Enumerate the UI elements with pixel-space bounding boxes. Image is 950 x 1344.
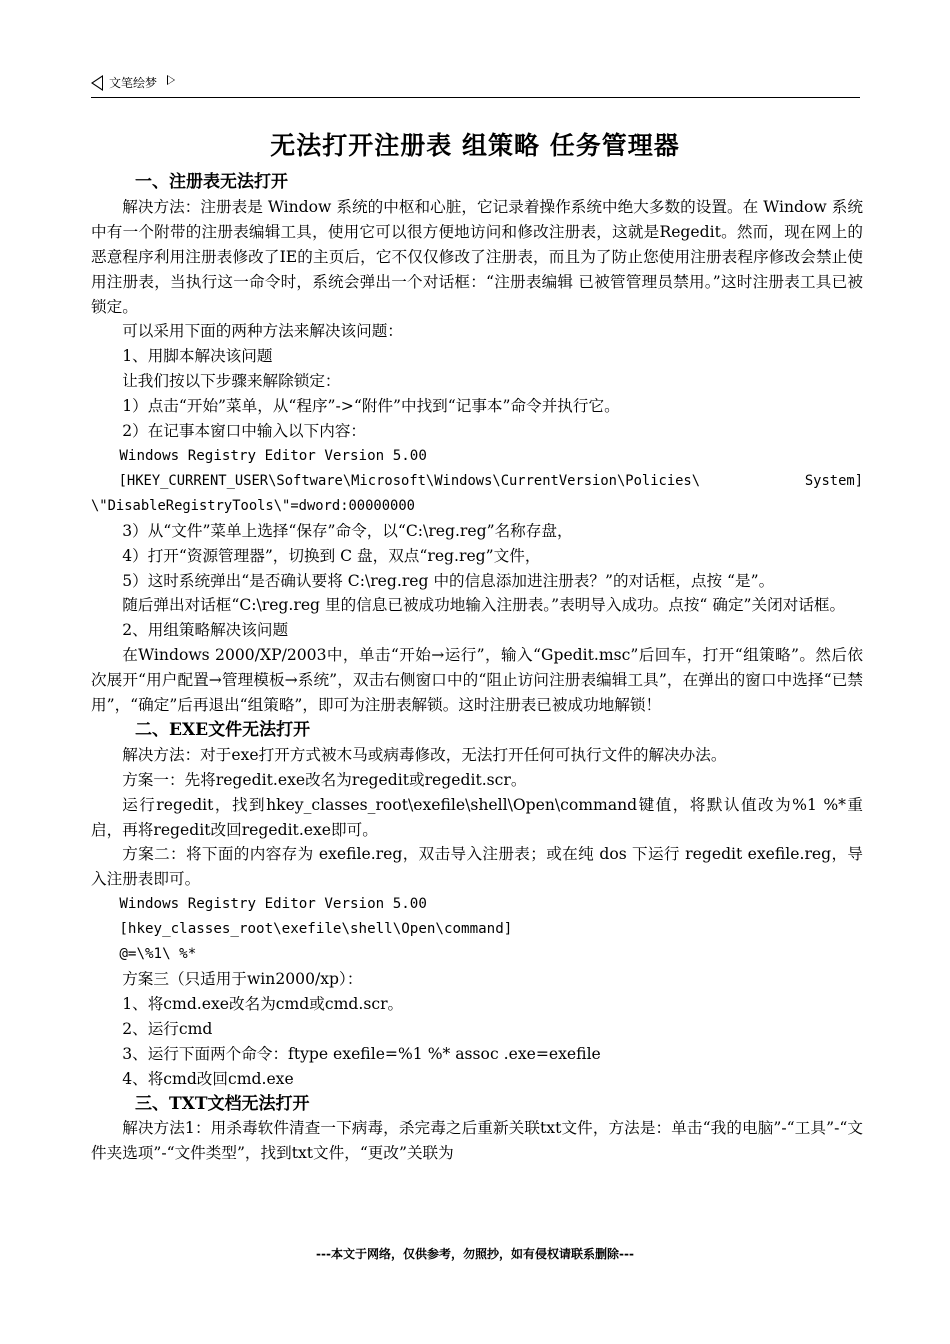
paragraph: 4、将cmd改回cmd.exe [122, 1069, 294, 1088]
paragraph: 方案三（只适用于win2000/xp）： [122, 970, 363, 988]
paragraph: 解决方法：注册表是 Window 系统的中枢和心脏，它记录着操作系统中绝大多数的设置。在 Window 系统中有一个附带的注册表编辑工具，使用它可以很方便地访问和修改注册表，这就是Regedit。然而，现在网上的恶意程序利用注册表修改了IE的主页后，它不仅仅修改了注册表，而且为了防止您使用注册表程序修改会禁止使用注册表，当执行这一命令时，系统会弹出一个对话框：“注册表编辑 已被管管理员禁用。”这时注册表工具已被锁定。 [91, 197, 863, 316]
page-footer: ---本文于网络，仅供参考，勿照抄，如有侵权请联系删除--- [316, 1247, 634, 1261]
paragraph: 1、用脚本解决该问题 [122, 347, 273, 366]
paragraph: 2、运行cmd [122, 1019, 213, 1038]
code-line: [HKEY_CURRENT_USER\Software\Microsoft\Windows\CurrentVersion\Policies\ System] \"DisableRegistryTools\"=dword:00000000 [91, 472, 872, 514]
paragraph: 在Windows 2000/XP/2003中，单击“开始→运行”，输入“Gpedit.msc”后回车，打开“组策略”。然后依次展开“用户配置→管理模板→系统”，双击右侧窗口中的“阻止访问注册表编辑工具”，在弹出的窗口中选择“已禁用”，“确定”后再退出“组策略”，即可为注册表解锁。这时注册表已被成功地解锁！ [91, 646, 863, 715]
header-text: 文笔绘梦 [109, 76, 158, 90]
paragraph: 解决方法1：用杀毒软件清查一下病毒，杀完毒之后重新关联txt文件，方法是：单击“我的电脑”-“工具”-“文件夹选项”-“文件类型”，找到txt文件，“更改”关联为 [91, 1119, 863, 1163]
paragraph: 2）在记事本窗口中输入以下内容： [122, 422, 367, 441]
triangle-right-icon [167, 75, 175, 85]
paragraph: 4）打开“资源管理器”，切换到 C 盘，双点“reg.reg”文件， [122, 546, 541, 565]
paragraph: 解决方法：对于exe打开方式被木马或病毒修改，无法打开任何可执行文件的解决办法。 [122, 745, 727, 764]
document-body [91, 170, 872, 1166]
page-header [91, 72, 860, 98]
paragraph: 可以采用下面的两种方法来解决该问题： [122, 322, 403, 341]
code-line: Windows Registry Editor Version 5.00 [119, 896, 427, 913]
paragraph: 3）从“文件”菜单上选择“保存”命令，以“C:\reg.reg”名称存盘， [122, 521, 573, 540]
paragraph: 方案一：先将regedit.exe改名为regedit或regedit.scr。 [122, 770, 527, 789]
code-line: [hkey_classes_root\exefile\shell\Open\command] [119, 921, 513, 938]
paragraph: 1）点击“开始”菜单，从“程序”->“附件”中找到“记事本”命令并执行它。 [122, 397, 620, 416]
section-heading: 三、TXT文档无法打开 [135, 1093, 310, 1114]
code-line: @=\%1\ %* [119, 946, 197, 963]
paragraph: 1、将cmd.exe改名为cmd或cmd.scr。 [122, 994, 404, 1013]
section-heading: 二、EXE文件无法打开 [135, 719, 311, 740]
triangle-left-icon [91, 75, 103, 91]
code-line: Windows Registry Editor Version 5.00 [119, 447, 427, 464]
document-title: 无法打开注册表 组策略 任务管理器 [270, 131, 680, 160]
section-heading: 一、注册表无法打开 [135, 172, 288, 192]
paragraph: 随后弹出对话框“C:\reg.reg 里的信息已被成功地输入注册表。”表明导入成功。点按“ 确定”关闭对话框。 [122, 596, 846, 615]
paragraph: 5）这时系统弹出“是否确认要将 C:\reg.reg 中的信息添加进注册表？”的对话框，点按 “是”。 [122, 571, 775, 590]
paragraph: 2、用组策略解决该问题 [122, 621, 289, 640]
paragraph: 运行regedit，找到hkey_classes_root\exefile\shell\Open\command键值，将默认值改为%1 %*重启，再将regedit改回regedit.exe即可。 [91, 795, 863, 839]
paragraph: 方案二：将下面的内容存为 exefile.reg，双击导入注册表；或在纯 dos 下运行 regedit exefile.reg，导入注册表即可。 [91, 845, 863, 889]
paragraph: 让我们按以下步骤来解除锁定： [122, 372, 341, 391]
paragraph: 3、运行下面两个命令：ftype exefile=%1 %* assoc .exe=exefile [122, 1044, 601, 1063]
